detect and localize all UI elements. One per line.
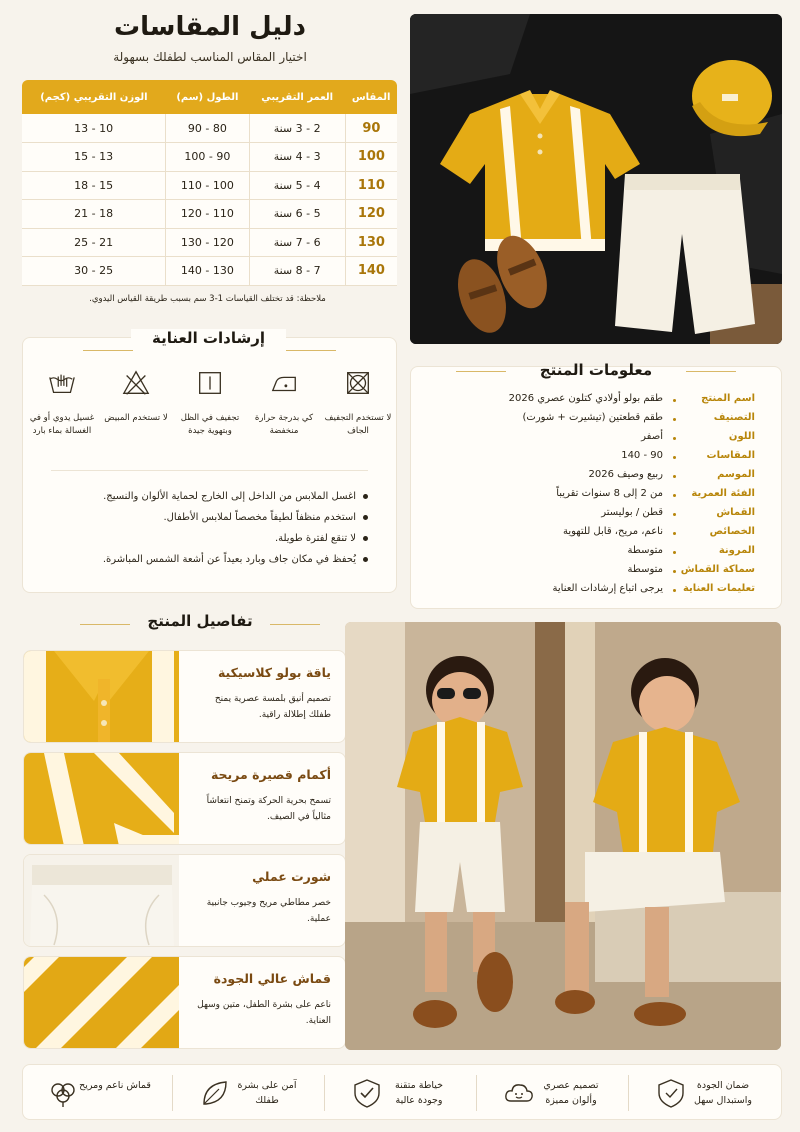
- cell-age: 6 - 7 سنة: [249, 228, 345, 257]
- feature-item: [629, 1065, 781, 1121]
- info-label: اللون: [728, 431, 755, 442]
- cell-size: 90: [345, 114, 397, 143]
- care-item: [250, 368, 318, 437]
- feature-item: [477, 1065, 629, 1121]
- care-item: [28, 368, 96, 437]
- cell-height: 90 - 100: [166, 143, 249, 172]
- info-value: طقم قطعتين (تيشيرت + شورت): [522, 412, 663, 423]
- info-bullet: [673, 418, 676, 421]
- detail-text: تصميم أنيق بلمسة عصرية يمنح طفلك إطلالة راقية.: [214, 694, 331, 721]
- product-info-card: [410, 361, 782, 609]
- divider: [51, 470, 368, 471]
- cell-age: 7 - 8 سنة: [249, 257, 345, 286]
- cell-weight: 10 - 13: [22, 114, 166, 143]
- cell-height: 100 - 110: [166, 171, 249, 200]
- info-bullet: [673, 494, 676, 497]
- leaf-icon: [199, 1077, 231, 1109]
- feature-item: [325, 1065, 477, 1121]
- cell-weight: 15 - 18: [22, 171, 166, 200]
- info-label: الموسم: [717, 469, 755, 480]
- cell-height: 110 - 120: [166, 200, 249, 229]
- page-subtitle: اختيار المقاس المناسب لطفلك بسهولة: [113, 50, 307, 64]
- info-value: ربيع وصيف 2026: [588, 469, 663, 480]
- care-bullets: [48, 486, 368, 570]
- info-bullet: [673, 456, 676, 459]
- title-decor-line: [83, 350, 133, 351]
- product-flatlay-photo: [410, 14, 782, 344]
- title-decor-line: [286, 350, 336, 351]
- info-bullet: [673, 532, 676, 535]
- detail-card-shorts: [23, 854, 346, 947]
- list-item: يُحفظ في مكان جاف وبارد بعيداً عن أشعة الشمس المباشرة.: [48, 549, 368, 570]
- check-shield-icon: [351, 1077, 383, 1109]
- title-decor-line: [270, 624, 320, 625]
- detail-card-sleeves: [23, 752, 346, 845]
- cell-size: 110: [345, 171, 397, 200]
- iron-low-icon: [269, 368, 299, 398]
- info-label: القماش: [716, 507, 755, 518]
- no-bleach-icon: [121, 368, 151, 398]
- info-bullet: [673, 437, 676, 440]
- title-decor-line: [686, 371, 736, 372]
- table-row: [22, 143, 397, 172]
- detail-text: خصر مطاطي مريح وجيوب جانبية عملية.: [206, 898, 331, 925]
- info-value: قطن / بوليستر: [601, 507, 663, 518]
- info-bullet: [673, 513, 676, 516]
- table-row: [22, 171, 397, 200]
- detail-title: قماش عالي الجودة: [213, 971, 331, 986]
- feature-label: آمن على بشرة طفلك: [237, 1080, 297, 1107]
- info-label: سماكة القماش: [680, 564, 755, 575]
- cotton-icon: [47, 1077, 79, 1109]
- info-bullet: [673, 475, 676, 478]
- list-item: اغسل الملابس من الداخل إلى الخارج لحماية الألوان والنسيج.: [48, 486, 368, 507]
- model-photo: [345, 622, 781, 1050]
- info-value: من 2 إلى 8 سنوات تقريباً: [556, 488, 663, 499]
- care-label: غسيل يدوي أو في الغسالة بماء بارد: [29, 413, 95, 436]
- care-label: لا تستخدم المبيض: [104, 413, 168, 424]
- cell-age: 3 - 4 سنة: [249, 143, 345, 172]
- collar-closeup-image: [24, 651, 179, 743]
- cell-height: 120 - 130: [166, 228, 249, 257]
- smiley-cloud-icon: [503, 1077, 535, 1109]
- no-tumble-dry-icon: [343, 368, 373, 398]
- feature-label: ضمان الجودة واستبدال سهل: [693, 1080, 752, 1107]
- hand-wash-icon: [47, 368, 77, 398]
- detail-card-collar: [23, 650, 346, 743]
- care-card: [22, 329, 397, 593]
- detail-title: شورت عملي: [252, 869, 331, 884]
- cell-size: 100: [345, 143, 397, 172]
- info-label: الفئة العمرية: [691, 488, 755, 499]
- header-height: الطول (سم): [166, 80, 249, 114]
- detail-card-fabric: [23, 956, 346, 1049]
- cell-weight: 21 - 25: [22, 228, 166, 257]
- size-table-header-row: [22, 80, 397, 114]
- info-title: معلومات المنتج: [539, 361, 653, 379]
- header-age: العمر التقريبي: [249, 80, 345, 114]
- cell-height: 80 - 90: [166, 114, 249, 143]
- info-value: ناعم، مريح، قابل للتهوية: [562, 526, 663, 537]
- detail-text: تسمح بحرية الحركة وتمنح انتعاشاً مثالياً في الصيف.: [206, 796, 331, 823]
- info-value: أصفر: [641, 431, 663, 442]
- feature-item: [173, 1065, 325, 1121]
- feature-label: قماش ناعم ومريح: [79, 1080, 151, 1091]
- detail-title: أكمام قصيرة مريحة: [210, 767, 331, 782]
- info-bullet: [673, 399, 676, 402]
- header-size: المقاس: [345, 80, 397, 114]
- fabric-closeup-image: [24, 957, 179, 1049]
- cell-age: 2 - 3 سنة: [249, 114, 345, 143]
- table-row: [22, 228, 397, 257]
- table-row: [22, 257, 397, 286]
- cell-age: 4 - 5 سنة: [249, 171, 345, 200]
- info-label: الخصائص: [709, 526, 755, 537]
- info-bullet: [673, 589, 676, 592]
- info-label: المقاسات: [706, 450, 755, 461]
- header-weight: الوزن التقريبي (كجم): [22, 80, 166, 114]
- care-item: [176, 368, 244, 437]
- size-table: [22, 80, 397, 286]
- table-row: [22, 114, 397, 143]
- quality-shield-icon: [655, 1077, 687, 1109]
- cell-weight: 18 - 21: [22, 200, 166, 229]
- cell-weight: 25 - 30: [22, 257, 166, 286]
- table-note: ملاحظة: قد تختلف القياسات 1-3 سم بسبب طريقة القياس اليدوي.: [89, 294, 326, 304]
- feature-item: [21, 1065, 173, 1121]
- care-item: [324, 368, 392, 437]
- sleeve-closeup-image: [24, 753, 179, 845]
- detail-title: ياقة بولو كلاسيكية: [217, 665, 331, 680]
- info-label: تعليمات العناية: [682, 583, 755, 594]
- cell-size: 130: [345, 228, 397, 257]
- care-label: كي بدرجة حرارة منخفضة: [254, 413, 314, 436]
- flatlay-illustration: [410, 14, 782, 344]
- info-value: يرجى اتباع إرشادات العناية: [552, 583, 663, 594]
- care-label: تجفيف في الظل وبتهوية جيدة: [180, 413, 240, 436]
- shorts-closeup-image: [24, 855, 179, 947]
- list-item: لا تنقع لفترة طويلة.: [48, 528, 368, 549]
- features-bar: [22, 1064, 782, 1120]
- dry-shade-icon: [195, 368, 225, 398]
- detail-text: ناعم على بشرة الطفل، متين وسهل العناية.: [197, 1000, 331, 1027]
- care-title: إرشادات العناية: [131, 329, 286, 347]
- cell-weight: 13 - 15: [22, 143, 166, 172]
- info-value: متوسطة: [627, 545, 663, 556]
- cell-size: 140: [345, 257, 397, 286]
- table-row: [22, 200, 397, 229]
- info-value: 90 - 140: [621, 450, 663, 461]
- info-label: المرونة: [718, 545, 755, 556]
- feature-label: خياطة متقنة وجودة عالية: [394, 1080, 444, 1107]
- page-title: دليل المقاسات: [113, 12, 307, 42]
- info-bullet: [673, 570, 676, 573]
- details-title: تفاصيل المنتج: [147, 612, 253, 630]
- feature-label: تصميم عصري وألوان مميزة: [543, 1080, 599, 1107]
- info-label: التصنيف: [713, 412, 755, 423]
- cell-size: 120: [345, 200, 397, 229]
- info-bullet: [673, 551, 676, 554]
- title-decor-line: [456, 371, 506, 372]
- info-value: متوسطة: [627, 564, 663, 575]
- care-item: [102, 368, 170, 425]
- list-item: استخدم منظفاً لطيفاً مخصصاً لملابس الأطفال.: [48, 507, 368, 528]
- info-value: طقم بولو أولادي كتلون عصري 2026: [508, 393, 663, 404]
- cell-height: 130 - 140: [166, 257, 249, 286]
- info-label: اسم المنتج: [701, 393, 755, 404]
- cell-age: 5 - 6 سنة: [249, 200, 345, 229]
- care-label: لا تستخدم التجفيف الجاف: [324, 413, 392, 436]
